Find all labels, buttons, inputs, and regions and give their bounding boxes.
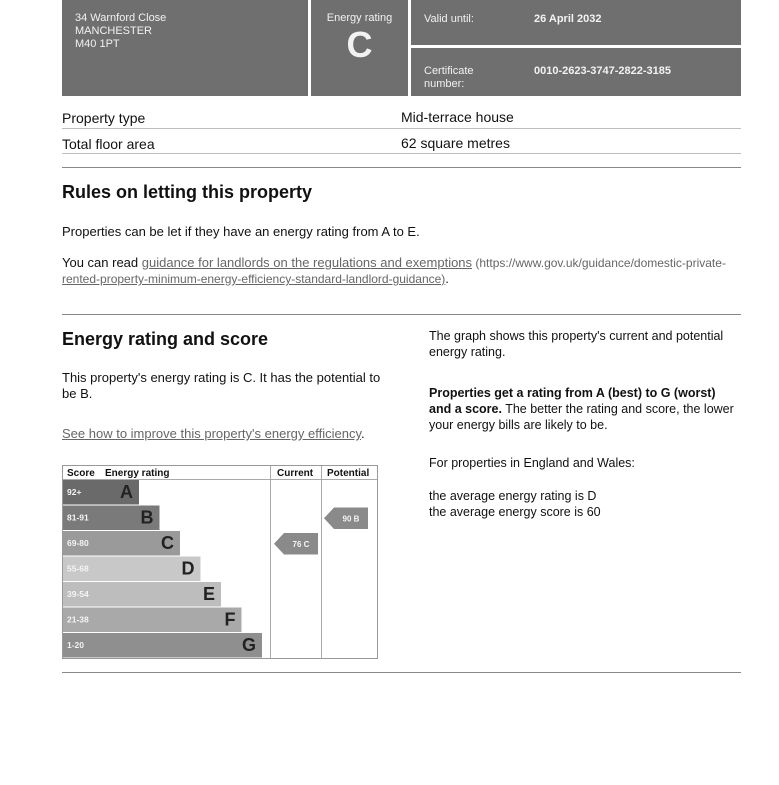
band-g [63, 633, 262, 658]
potential-rating-label: 90 B [342, 514, 360, 524]
property-type-value: Mid-terrace house [401, 109, 514, 125]
energy-title: Energy rating and score [62, 329, 269, 349]
rating-explanation [429, 385, 734, 433]
energy-rating-chart [62, 465, 378, 659]
band-score-label: 81-91 [67, 512, 89, 523]
band-score-label: 39-54 [67, 589, 89, 599]
valid-until-panel [411, 0, 741, 45]
improve-link-wrap [62, 426, 365, 441]
letting-title: Rules on letting this property [62, 182, 313, 202]
letting-para-2 [62, 255, 742, 287]
rating-explanation-bold: Properties get a rating from A (best) to G (worst) and a score. [429, 386, 716, 416]
letting-para-1: Properties can be let if they have an energy rating from A to E. [62, 224, 420, 239]
address-line-2: MANCHESTER [75, 25, 153, 37]
current-rating-label: 76 C [292, 539, 310, 549]
current-header: Current [277, 468, 314, 479]
band-score-label: 21-38 [67, 614, 89, 625]
band-letter-label: D [181, 558, 195, 579]
potential-header: Potential [327, 468, 370, 479]
energy-rating-label: Energy rating [326, 12, 393, 24]
property-type-label: Property type [62, 110, 146, 126]
band-score-label: 92+ [67, 487, 82, 497]
energy-rating-header: Energy rating [105, 468, 170, 479]
guidance-url-2[interactable]: rented-property-minimum-energy-efficiency-standard-landlord-guidance) [62, 272, 446, 286]
section-divider [62, 167, 741, 168]
bands-svg [63, 466, 377, 658]
band-score-label: 55-68 [67, 563, 89, 574]
energy-rating-letter: C [346, 24, 373, 65]
floor-area-value: 62 square metres [401, 135, 510, 151]
score-header: Score [67, 468, 95, 479]
energy-rating-panel [311, 0, 408, 96]
address-line-1: 34 Warnford Close [75, 12, 167, 24]
band-letter-label: G [241, 635, 256, 655]
band-letter-label: B [140, 507, 154, 528]
address-line-3: M40 1PT [75, 38, 120, 50]
band-letter-label: E [202, 584, 215, 604]
improve-efficiency-link[interactable]: See how to improve this property's energy efficiency [62, 426, 361, 441]
energy-para-1: This property's energy rating is C. It has the potential to be B. [62, 370, 381, 401]
average-score: the average energy score is 60 [429, 505, 601, 519]
band-letter-label: F [224, 609, 236, 630]
band-letter-label: A [120, 482, 133, 502]
floor-area-label: Total floor area [62, 136, 155, 152]
band-score-label: 69-80 [67, 538, 89, 548]
section-divider [62, 314, 741, 315]
link-period: . [360, 426, 365, 441]
england-wales-label: For properties in England and Wales: [429, 456, 635, 470]
rating-explanation-rest: The better the rating and score, the lower your energy bills are likely to be. [429, 402, 734, 432]
divider [62, 128, 741, 129]
certificate-panel [411, 48, 741, 96]
certificate-label-1: Certificate [424, 65, 474, 77]
valid-until-label: Valid until: [424, 13, 474, 25]
band-f [63, 608, 242, 633]
section-divider [62, 672, 741, 673]
landlord-guidance-link[interactable]: guidance for landlords on the regulations and exemptions [141, 255, 473, 270]
valid-until-value: 26 April 2032 [534, 13, 602, 25]
address-panel [62, 0, 308, 96]
average-rating: the average energy rating is D [429, 489, 597, 503]
certificate-number: 0010-2623-3747-2822-3185 [534, 65, 672, 77]
graph-description: The graph shows this property's current and potential energy rating. [429, 329, 724, 359]
guidance-url-1[interactable]: (https://www.gov.uk/guidance/domestic-private- [472, 256, 726, 270]
certificate-label-2: number: [424, 78, 465, 90]
url-period: . [445, 271, 449, 286]
band-letter-label: C [161, 533, 174, 553]
letting-prefix: You can read [62, 255, 142, 270]
divider [62, 153, 741, 154]
band-score-label: 1-20 [67, 640, 85, 650]
